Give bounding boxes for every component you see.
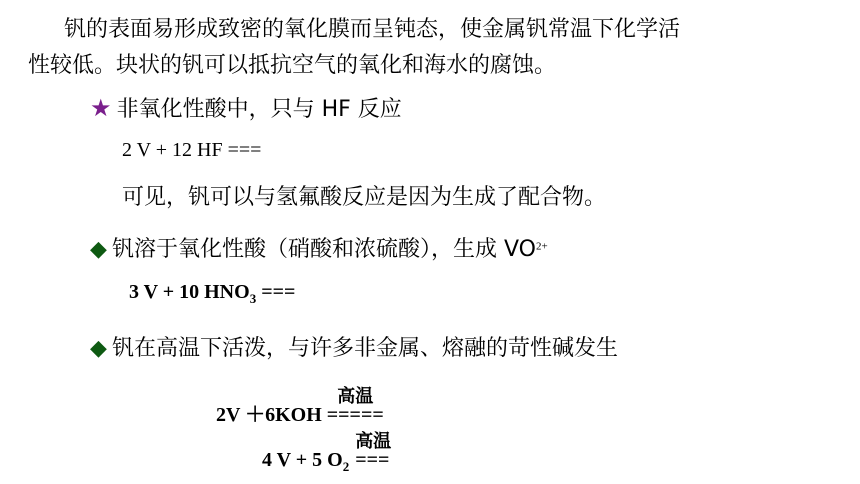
section-hf xyxy=(90,92,402,123)
equation-koh-condition: 高温 xyxy=(337,386,374,407)
equation-hno3-tail: === xyxy=(256,281,296,303)
diamond-icon: ◆ xyxy=(90,237,107,262)
vo2-charge: 2+ xyxy=(536,240,548,253)
equation-hno3-main: 3 V + 10 HNO xyxy=(129,281,250,303)
section-high-temp-title: 钒在高温下活泼，与许多非金属、熔融的苛性碱发生 xyxy=(112,336,619,361)
star-icon: ★ xyxy=(90,94,112,122)
equation-o2 xyxy=(262,431,392,474)
equation-o2-main: 4 V + 5 O xyxy=(262,449,343,471)
equation-koh-equals: ===== xyxy=(326,404,384,426)
conclusion-text: 可见，钒可以与氢氟酸反应是因为生成了配合物。 xyxy=(122,185,607,210)
section-high-temp xyxy=(90,331,618,362)
section-hf-title: 非氧化性酸中，只与 HF 反应 xyxy=(116,97,402,122)
section-oxidizing-acid-title: 钒溶于氧化性酸（硝酸和浓硫酸），生成 VO xyxy=(112,237,536,262)
equation-koh-sign xyxy=(326,386,384,427)
equation-o2-equals: === xyxy=(355,449,390,471)
equation-hno3-sub: 3 xyxy=(249,291,257,306)
equation-o2-sign xyxy=(355,431,392,472)
equation-koh xyxy=(216,386,384,427)
intro-line-2: 性较低。块状的钒可以抵抗空气的氧化和海水的腐蚀。 xyxy=(28,53,557,78)
equation-o2-condition: 高温 xyxy=(355,431,392,452)
equation-koh-main: 2V ＋6KOH xyxy=(216,404,327,426)
equation-o2-sub: 2 xyxy=(342,459,350,474)
intro-line-1: 钒的表面易形成致密的氧化膜而呈钝态，使金属钒常温下化学活 xyxy=(64,17,681,42)
equation-hf: 2 V + 12 HF === xyxy=(122,139,262,161)
equation-hno3 xyxy=(129,281,295,304)
section-oxidizing-acid xyxy=(90,232,548,263)
diamond-icon: ◆ xyxy=(90,336,107,361)
